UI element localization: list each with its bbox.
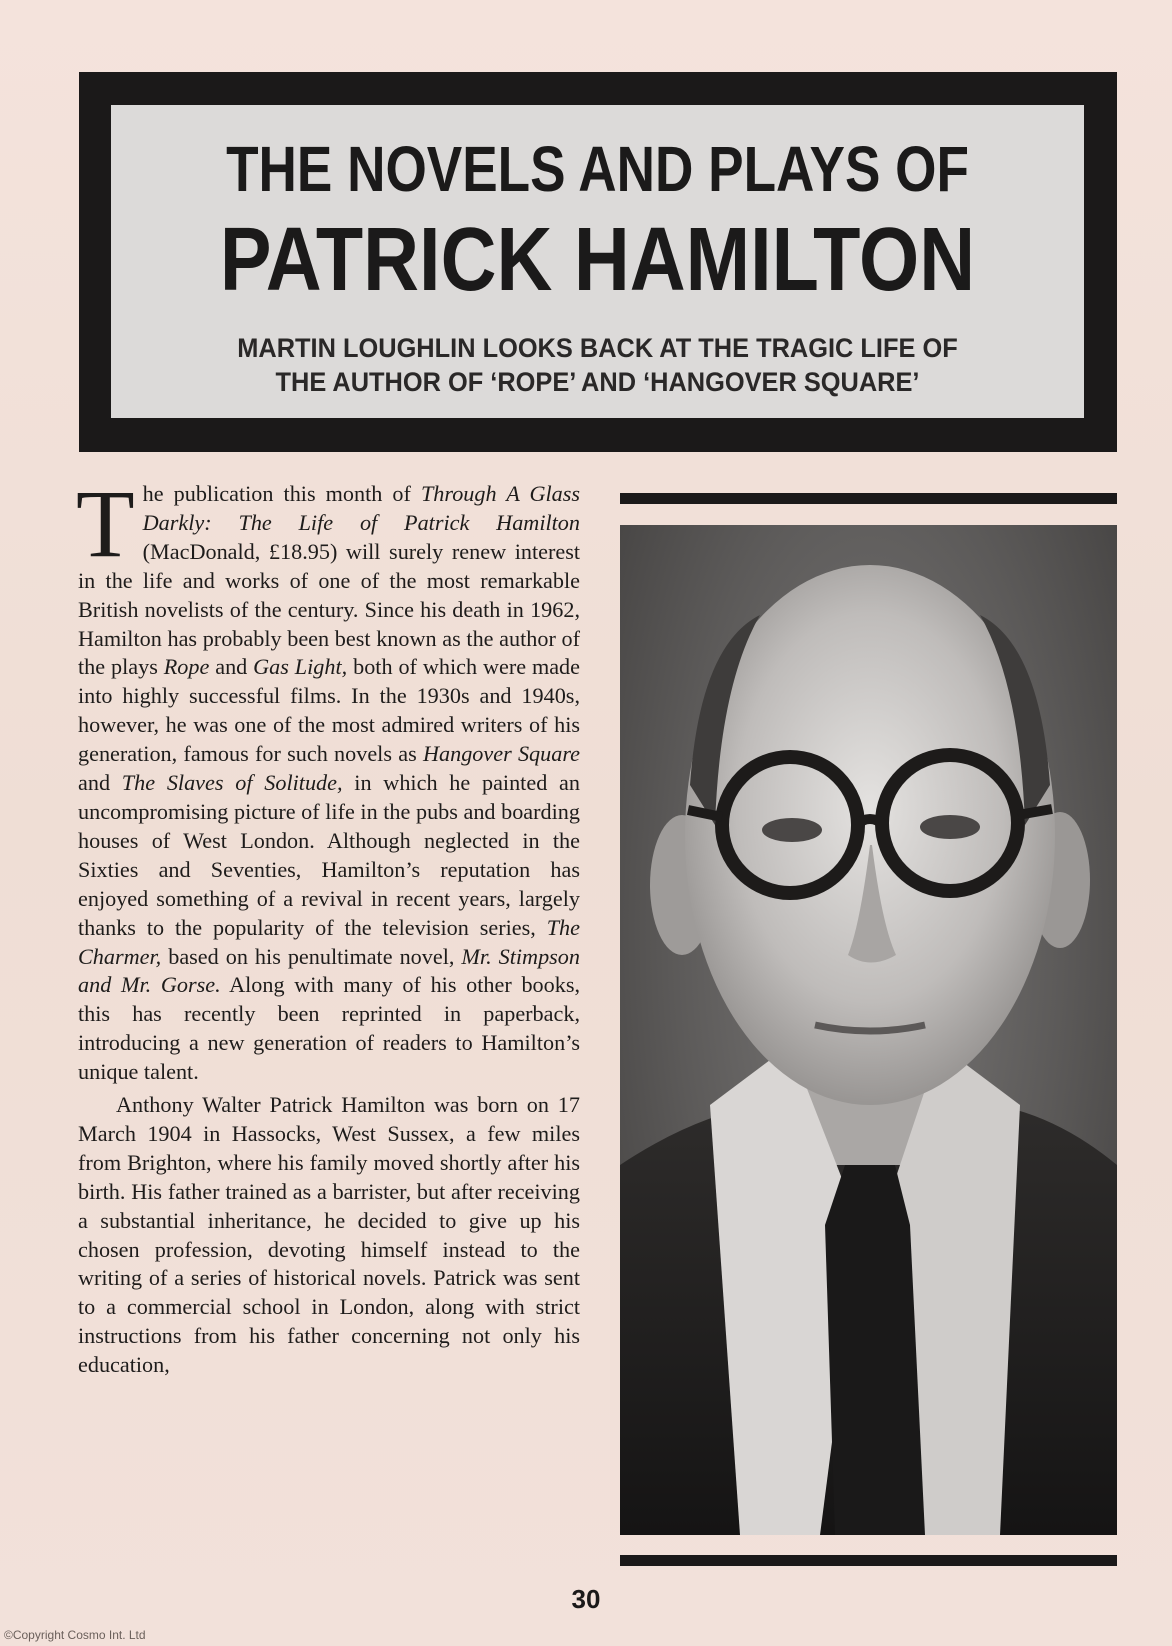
standfirst-line-2: THE AUTHOR OF ‘ROPE’ AND ‘HANGOVER SQUARE’ — [275, 367, 920, 397]
portrait-illustration — [620, 525, 1117, 1535]
text-run: he publication this month of — [142, 481, 421, 506]
novel-title: Hangover Square — [422, 741, 581, 767]
author-portrait-photo — [620, 525, 1117, 1535]
book-title: Through A Glass Darkly: The Life of Patrick Hamilton — [142, 481, 580, 535]
page-number: 30 — [571, 1584, 601, 1614]
photo-rule-top — [620, 493, 1117, 504]
title-kicker: THE NOVELS AND PLAYS OF — [226, 133, 969, 205]
paragraph-1 — [76, 470, 581, 1087]
page-title: PATRICK HAMILTON — [219, 210, 976, 310]
copyright-watermark: ©Copyright Cosmo Int. Ltd — [4, 1628, 146, 1642]
standfirst-line-1: MARTIN LOUGHLIN LOOKS BACK AT THE TRAGIC LIFE OF — [237, 333, 958, 363]
play-title: Gas Light, — [253, 654, 348, 680]
novel-title: Mr. Stimpson and Mr. Gorse. — [78, 943, 580, 998]
series-title: The Charmer, — [78, 914, 580, 969]
drop-cap: T — [76, 470, 135, 577]
paragraph-2: Anthony Walter Patrick Hamilton was born on 17 March 1904 in Hassocks, West Sussex, a few miles from Brighton, where his family moved shortly after his birth. His father trained as a barrister, but after receiving a substantial inheritance, he decided to give up his chosen profession, devoting himself instead to the writing of a series of historical novels. Patrick was sent to a commercial school in London, along with strict instructions from his father concerning not only his education, — [78, 1092, 580, 1378]
article-body — [76, 470, 581, 1380]
text-run: both of which were made into highly successful films. In the 1930s and 1940s, however, he was one of the most admired writers of his generation, famous for such novels as — [78, 654, 580, 767]
text-run: based on his penultimate novel, — [161, 943, 462, 969]
text-run: in which he painted an uncompromising picture of life in the pubs and boarding houses of West London. Although neglected in the Sixties and Seventies, Hamilton’s reputation has enjoyed something of a revival in recent years, largely thanks to the popularity of the television series, — [78, 770, 580, 940]
text-run: Along with many of his other books, this has recently been reprinted in paperback, introducing a new generation of readers to Hamilton’s unique talent. — [78, 972, 580, 1085]
text-run: and — [78, 770, 122, 796]
text-run: and — [209, 654, 254, 680]
header-panel — [111, 105, 1084, 418]
standfirst — [140, 331, 1055, 399]
novel-title: The Slaves of Solitude, — [121, 770, 343, 796]
photo-rule-bottom — [620, 1555, 1117, 1566]
text-run: (MacDonald, £18.95) will surely renew interest in the life and works of one of the most remarkable British novelists of the century. Since his death in 1962, Hamilton has probably been best known as the author of the plays — [78, 538, 580, 680]
play-title: Rope — [163, 654, 210, 680]
